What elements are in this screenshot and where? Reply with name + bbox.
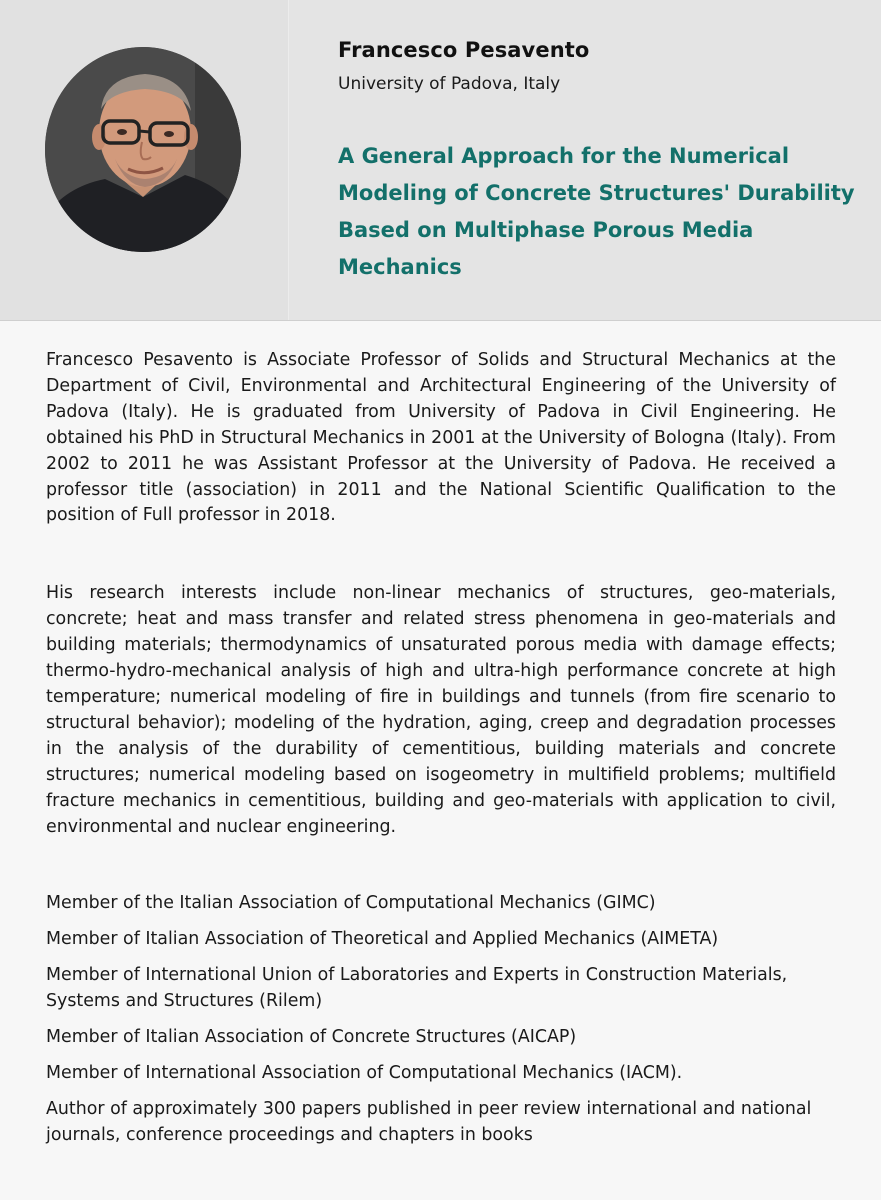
speaker-header <box>0 0 881 321</box>
list-item: Member of International Association of Computational Mechanics (IACM). <box>46 1062 683 1083</box>
speaker-portrait-illustration <box>45 47 241 252</box>
membership-list <box>46 891 836 1148</box>
list-item: Member of Italian Association of Theoretical and Applied Mechanics (AIMETA) <box>46 929 719 950</box>
speaker-affiliation: University of Padova, Italy <box>338 74 561 94</box>
speaker-name: Francesco Pesavento <box>338 38 590 62</box>
list-item: Member of International Union of Laboratories and Experts in Construction Materials, Systems and Structures (Rilem) <box>46 965 788 1012</box>
bio-paragraph: Francesco Pesavento is Associate Professor of Solids and Structural Mechanics at the Department of Civil, Environmental and Architectural Engineering of the University of Padova (Italy). He is graduated from University of Padova in Civil Engineering. He obtained his PhD in Structural Mechanics in 2001 at the University of Bologna (Italy). From 2002 to 2011 he was Assistant Professor at the University of Padova. He received a professor title (association) in 2011 and the National Scientific Qualification to the position of Full professor in 2018. <box>46 350 836 526</box>
speaker-bio <box>46 348 836 1159</box>
list-item: Author of approximately 300 papers published in peer review international and national journals, conference proceedings and chapters in books <box>46 1098 812 1145</box>
talk-title: A General Approach for the Numerical Modeling of Concrete Structures' Durability Based on Multiphase Porous Media Mechanics <box>338 144 855 279</box>
list-item: Member of the Italian Association of Computational Mechanics (GIMC) <box>46 893 656 914</box>
list-item: Member of Italian Association of Concrete Structures (AICAP) <box>46 1027 577 1048</box>
photo-panel <box>0 0 289 320</box>
speaker-photo <box>45 47 241 252</box>
research-interests-paragraph: His research interests include non-linear mechanics of structures, geo-materials, concrete; heat and mass transfer and related stress phenomena in geo-materials and building materials; thermodynamics of unsaturated porous media with damage effects; thermo-hydro-mechanical analysis of high and ultra-high performance concrete at high temperature; numerical modeling of fire in buildings and tunnels (from fire scenario to structural behavior); modeling of the hydration, aging, creep and degradation processes in the analysis of the durability of cementitious, building materials and concrete structures; numerical modeling based on isogeometry in multifield problems; multifield fracture mechanics in cementitious, building and geo-materials with application to civil, environmental and nuclear engineering. <box>46 583 836 837</box>
